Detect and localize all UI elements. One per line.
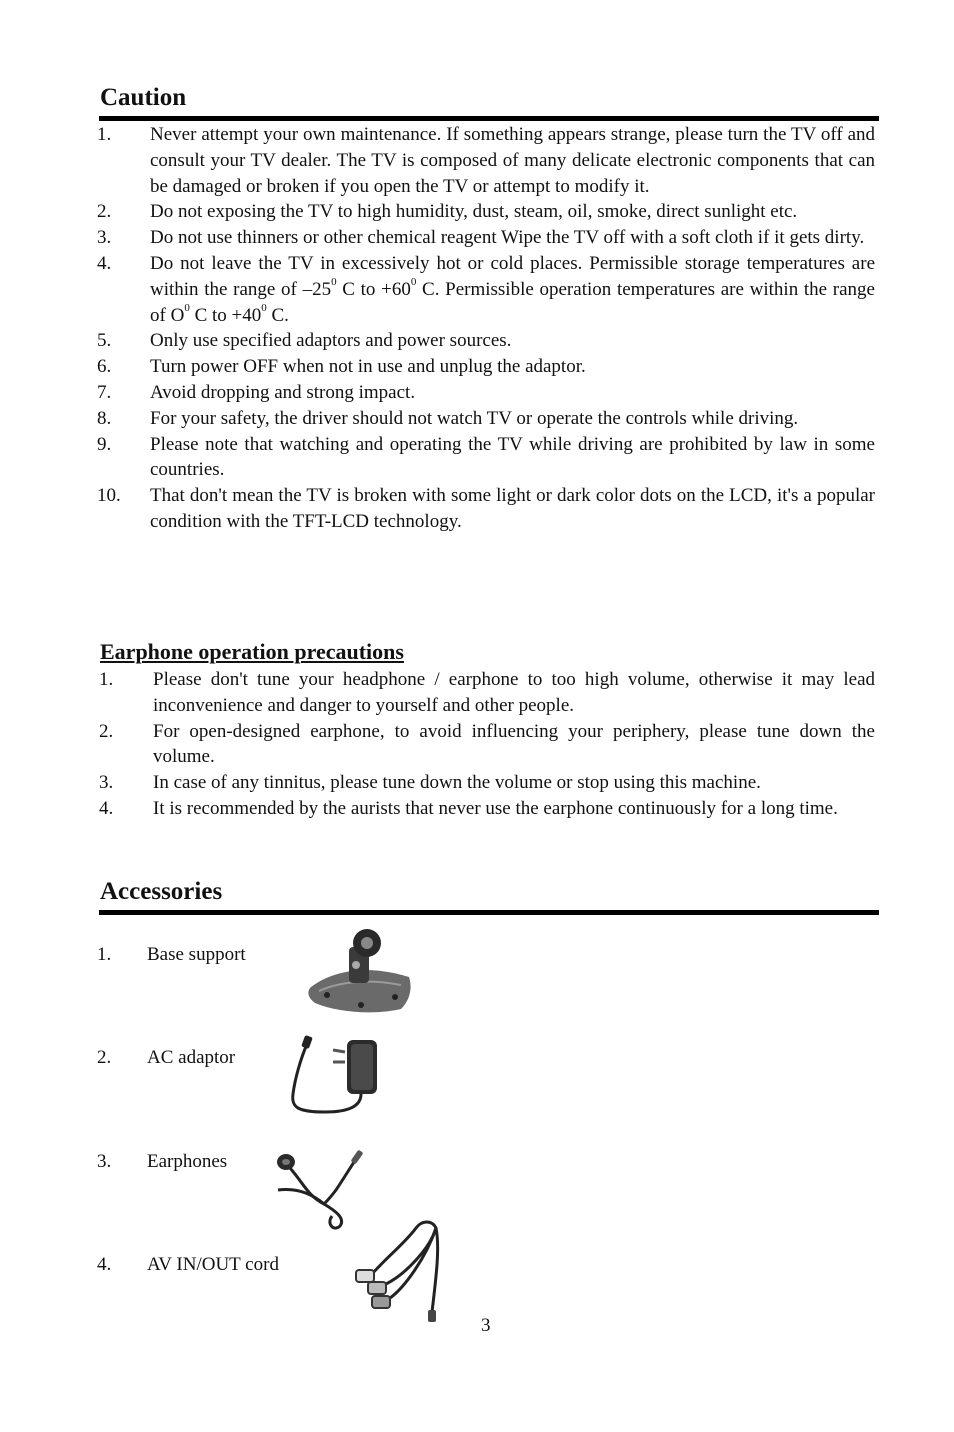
list-item (0, 483, 954, 535)
item-number: 4. (97, 252, 112, 274)
text-part: C. Permissible operation temperatures are within the range of O (150, 278, 875, 326)
item-number: 9. (97, 433, 112, 455)
caution-list (0, 122, 954, 535)
item-text: Turn power OFF when not in use and unplug the adaptor. (150, 356, 586, 378)
accessories-heading: Accessories (100, 878, 223, 905)
item-number: 4. (99, 797, 114, 819)
item-number: 1. (97, 944, 112, 965)
item-text: In case of any tinnitus, please tune down the volume or stop using this machine. (153, 772, 761, 794)
item-text: Please note that watching and operating the TV while driving are prohibited by law in some countries. (150, 433, 875, 481)
item-number: 2. (99, 720, 114, 742)
item-number: 4. (97, 1254, 112, 1275)
text-part: C. (266, 304, 289, 326)
item-text: It is recommended by the aurists that never use the earphone continuously for a long time. (153, 797, 838, 819)
accessory-label: AV IN/OUT cord (147, 1254, 279, 1275)
degree-superscript: 0 (184, 302, 190, 315)
accessory-label: Base support (147, 944, 246, 965)
degree-superscript: 0 (261, 302, 267, 315)
earphone-heading: Earphone operation precautions (100, 639, 404, 664)
item-text: Never attempt your own maintenance. If something appears strange, please turn the TV off and consult your TV dealer. The TV is composed of many delicate electronic components that can be damaged or broken if you open the TV or attempt to modify it. (150, 124, 875, 197)
item-number: 3. (99, 772, 114, 794)
degree-superscript: 0 (331, 276, 337, 289)
item-text: Do not exposing the TV to high humidity, dust, steam, oil, smoke, direct sunlight etc. (150, 201, 798, 223)
list-item (0, 225, 954, 251)
caution-rule (99, 116, 879, 121)
item-text (150, 251, 875, 328)
list-item (0, 770, 954, 796)
item-number: 1. (97, 124, 112, 145)
item-number: 6. (97, 356, 112, 378)
text-part: C to +60 (336, 278, 411, 300)
list-item (0, 406, 954, 432)
item-number: 7. (97, 381, 112, 403)
list-item (0, 251, 954, 328)
item-text: Avoid dropping and strong impact. (150, 381, 416, 403)
list-item (0, 719, 954, 771)
ac-adaptor-icon (285, 1032, 385, 1120)
text-part: C to +40 (189, 304, 262, 326)
item-number: 2. (97, 201, 112, 223)
list-item (0, 796, 954, 822)
item-text: Only use specified adaptors and power sources. (150, 330, 512, 352)
list-item (0, 432, 954, 484)
page-number: 3 (481, 1315, 491, 1336)
accessories-rule (99, 910, 879, 915)
text-part: Do not leave the TV in excessively hot or cold places. Permissible storage temperatures are within the range of –25 (150, 252, 875, 300)
item-number: 1. (99, 669, 114, 690)
item-number: 2. (97, 1047, 112, 1068)
item-number: 10. (97, 485, 121, 507)
base-support-icon (305, 925, 417, 1017)
earphone-list (0, 667, 954, 822)
item-text: Do not use thinners or other chemical reagent Wipe the TV off with a soft cloth if it gets dirty. (150, 227, 865, 249)
item-text: Please don't tune your headphone / earphone to too high volume, otherwise it may lead inconvenience and danger to yourself and other people. (153, 669, 875, 716)
item-text: For open-designed earphone, to avoid influencing your periphery, please tune down the volume. (153, 720, 875, 768)
list-item (0, 354, 954, 380)
list-item (0, 328, 954, 354)
item-number: 8. (97, 407, 112, 429)
accessory-label: AC adaptor (147, 1047, 236, 1068)
item-text: That don't mean the TV is broken with some light or dark color dots on the LCD, it's a popular condition with the TFT-LCD technology. (150, 485, 875, 532)
item-number: 5. (97, 330, 112, 352)
degree-superscript: 0 (410, 276, 417, 289)
list-item (0, 380, 954, 406)
item-number: 3. (97, 1151, 112, 1172)
item-number: 3. (97, 227, 112, 249)
item-text: For your safety, the driver should not watch TV or operate the controls while driving. (150, 407, 799, 429)
av-cord-icon (346, 1218, 444, 1324)
list-item (0, 199, 954, 225)
caution-heading: Caution (100, 84, 187, 111)
accessory-label: Earphones (147, 1151, 228, 1172)
list-item (0, 667, 954, 719)
list-item (0, 122, 954, 199)
